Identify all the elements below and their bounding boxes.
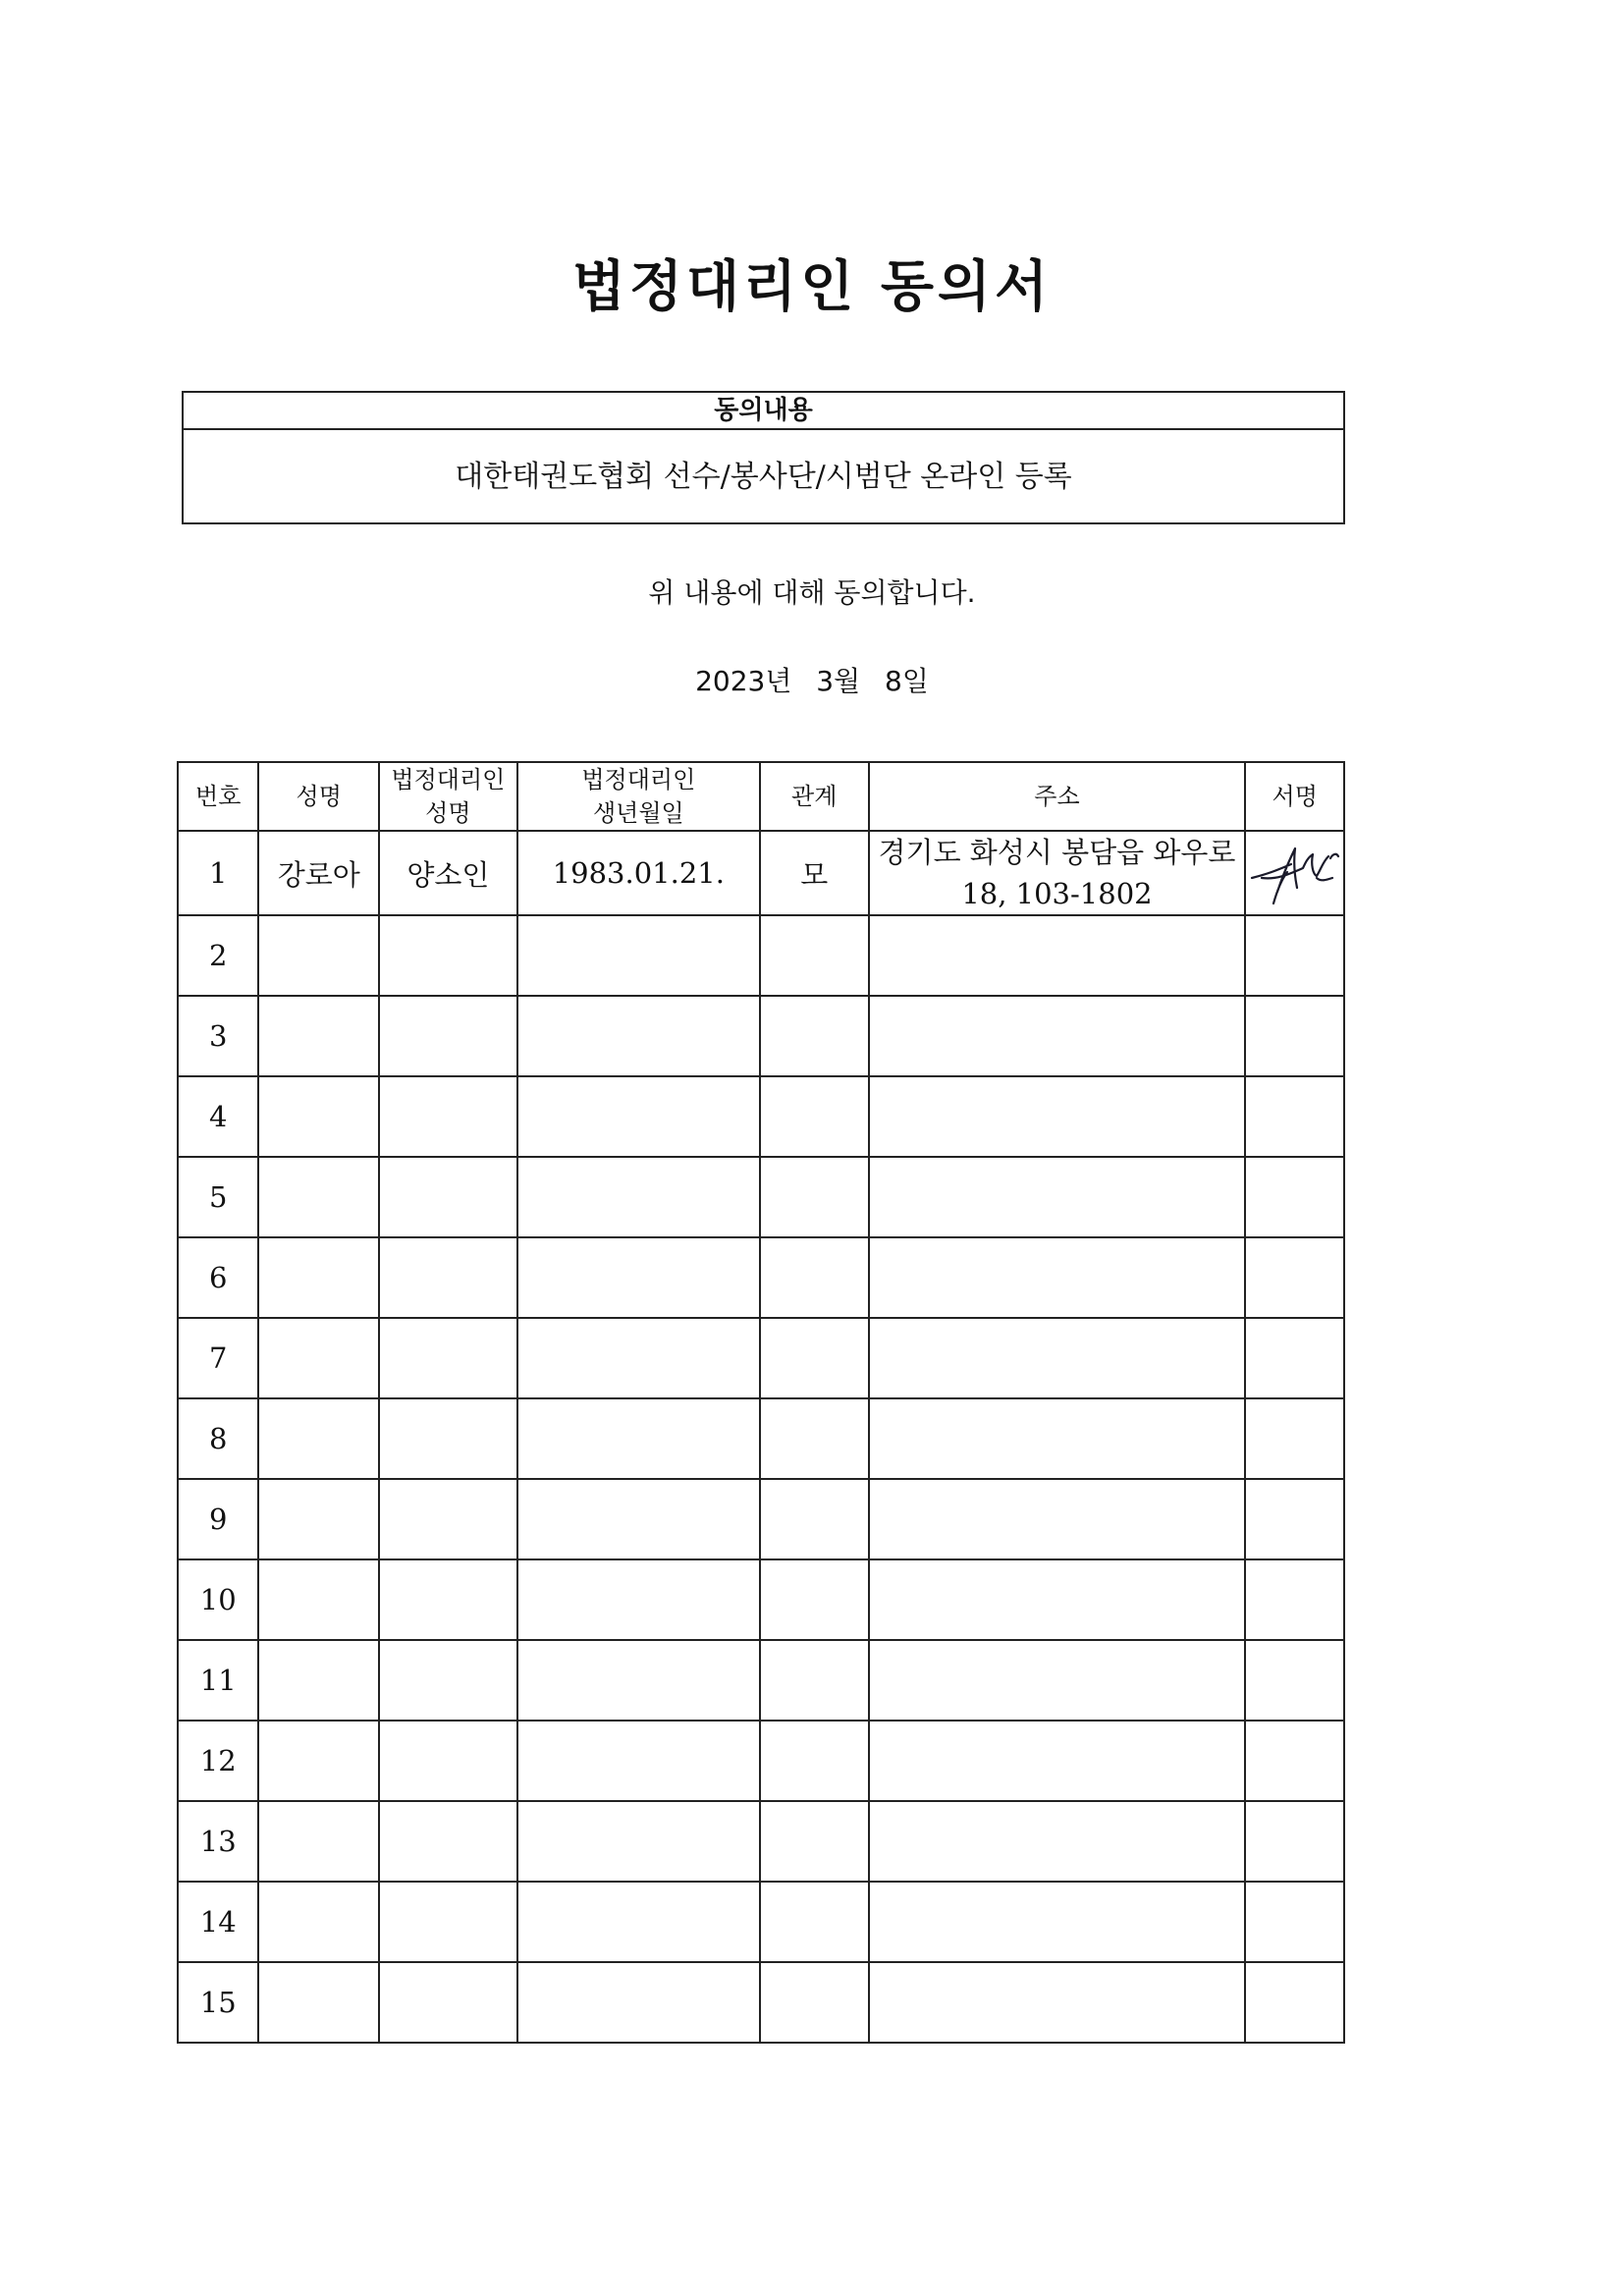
- consent-content-box: [182, 391, 1345, 524]
- row-address: [869, 1479, 1246, 1559]
- row-number: 10: [178, 1559, 258, 1640]
- row-name: [258, 915, 379, 996]
- header-address: 주소: [869, 762, 1246, 831]
- row-guardian-birthdate: [517, 1318, 760, 1398]
- row-name: [258, 1962, 379, 2043]
- row-guardian-name: [379, 1157, 517, 1237]
- table-row: [178, 1318, 1344, 1398]
- row-number: 14: [178, 1882, 258, 1962]
- table-row: [178, 996, 1344, 1076]
- row-signature: [1245, 996, 1344, 1076]
- document-title: 법정대리인 동의서: [571, 255, 1053, 319]
- row-address: [869, 996, 1246, 1076]
- row-address: [869, 1157, 1246, 1237]
- row-number: 4: [178, 1076, 258, 1157]
- header-name: 성명: [258, 762, 379, 831]
- row-address: 경기도 화성시 봉담읍 와우로18, 103-1802: [869, 831, 1246, 915]
- row-relation: [760, 1479, 869, 1559]
- consent-content-body: 대한태권도협회 선수/봉사단/시범단 온라인 등록: [455, 460, 1072, 494]
- row-relation: [760, 996, 869, 1076]
- row-number: 13: [178, 1801, 258, 1882]
- row-name: [258, 1318, 379, 1398]
- row-relation: [760, 1559, 869, 1640]
- row-guardian-name: [379, 1640, 517, 1721]
- header-signature: 서명: [1245, 762, 1344, 831]
- row-name: [258, 1882, 379, 1962]
- row-number: 12: [178, 1721, 258, 1801]
- document-date: 2023년 3월 8일: [695, 665, 929, 697]
- row-address: [869, 1398, 1246, 1479]
- row-guardian-birthdate: [517, 1479, 760, 1559]
- row-signature: [1245, 1882, 1344, 1962]
- row-address: [869, 1801, 1246, 1882]
- row-name: [258, 1479, 379, 1559]
- row-guardian-birthdate: [517, 915, 760, 996]
- header-guardian-birthdate: 법정대리인 생년월일: [517, 762, 760, 831]
- row-address: [869, 1640, 1246, 1721]
- row-name: [258, 1640, 379, 1721]
- row-signature: [1245, 1398, 1344, 1479]
- table-row: [178, 1237, 1344, 1318]
- header-guardian-name: 법정대리인 성명: [379, 762, 517, 831]
- header-relation: 관계: [760, 762, 869, 831]
- row-number: 1: [178, 831, 258, 915]
- row-signature: [1245, 1801, 1344, 1882]
- row-address: [869, 1076, 1246, 1157]
- row-guardian-name: [379, 1237, 517, 1318]
- row-address: [869, 1559, 1246, 1640]
- row-number: 3: [178, 996, 258, 1076]
- row-address: [869, 1237, 1246, 1318]
- row-signature: [1245, 831, 1344, 915]
- row-relation: [760, 1237, 869, 1318]
- row-relation: [760, 1721, 869, 1801]
- row-number: 5: [178, 1157, 258, 1237]
- table-row: [178, 1076, 1344, 1157]
- row-name: [258, 996, 379, 1076]
- row-guardian-name: [379, 1721, 517, 1801]
- row-relation: [760, 915, 869, 996]
- row-signature: [1245, 1237, 1344, 1318]
- row-signature: [1245, 1157, 1344, 1237]
- row-guardian-birthdate: [517, 996, 760, 1076]
- row-signature: [1245, 1559, 1344, 1640]
- table-row: [178, 1559, 1344, 1640]
- row-guardian-birthdate: [517, 1559, 760, 1640]
- header-number: 번호: [178, 762, 258, 831]
- row-guardian-name: [379, 996, 517, 1076]
- row-guardian-name: [379, 1076, 517, 1157]
- row-relation: [760, 1962, 869, 2043]
- row-relation: [760, 1157, 869, 1237]
- row-signature: [1245, 1962, 1344, 2043]
- row-guardian-birthdate: [517, 1962, 760, 2043]
- table-row: [178, 1721, 1344, 1801]
- row-guardian-name: 양소인: [379, 831, 517, 915]
- row-guardian-name: [379, 1559, 517, 1640]
- row-guardian-name: [379, 915, 517, 996]
- row-guardian-birthdate: [517, 1721, 760, 1801]
- row-address: [869, 1962, 1246, 2043]
- row-name: [258, 1721, 379, 1801]
- row-signature: [1245, 915, 1344, 996]
- row-number: 7: [178, 1318, 258, 1398]
- row-signature: [1245, 1076, 1344, 1157]
- row-guardian-name: [379, 1801, 517, 1882]
- consent-content-header: 동의내용: [184, 393, 1343, 430]
- row-guardian-birthdate: 1983.01.21.: [517, 831, 760, 915]
- row-guardian-birthdate: [517, 1398, 760, 1479]
- table-row: [178, 1479, 1344, 1559]
- row-guardian-birthdate: [517, 1157, 760, 1237]
- row-guardian-birthdate: [517, 1640, 760, 1721]
- row-number: 9: [178, 1479, 258, 1559]
- row-name: [258, 1398, 379, 1479]
- row-guardian-name: [379, 1962, 517, 2043]
- row-name: [258, 1157, 379, 1237]
- table-row: [178, 1157, 1344, 1237]
- row-name: [258, 1559, 379, 1640]
- row-number: 11: [178, 1640, 258, 1721]
- table-row: [178, 831, 1344, 915]
- row-guardian-birthdate: [517, 1882, 760, 1962]
- table-row: [178, 915, 1344, 996]
- table-row: [178, 1801, 1344, 1882]
- row-guardian-name: [379, 1479, 517, 1559]
- table-row: [178, 1398, 1344, 1479]
- row-address: [869, 915, 1246, 996]
- signature-mark: [1248, 835, 1342, 911]
- row-guardian-birthdate: [517, 1237, 760, 1318]
- row-number: 8: [178, 1398, 258, 1479]
- row-name: [258, 1801, 379, 1882]
- row-relation: [760, 1318, 869, 1398]
- row-signature: [1245, 1318, 1344, 1398]
- row-name: 강로아: [258, 831, 379, 915]
- row-guardian-name: [379, 1882, 517, 1962]
- row-guardian-birthdate: [517, 1076, 760, 1157]
- row-relation: 모: [760, 831, 869, 915]
- row-signature: [1245, 1721, 1344, 1801]
- row-number: 15: [178, 1962, 258, 2043]
- guardian-table: [177, 761, 1345, 2044]
- row-number: 6: [178, 1237, 258, 1318]
- row-address: [869, 1721, 1246, 1801]
- row-guardian-name: [379, 1318, 517, 1398]
- row-relation: [760, 1640, 869, 1721]
- table-row: [178, 1882, 1344, 1962]
- row-guardian-name: [379, 1398, 517, 1479]
- row-relation: [760, 1801, 869, 1882]
- agreement-statement: 위 내용에 대해 동의합니다.: [648, 576, 976, 609]
- table-row: [178, 1640, 1344, 1721]
- row-signature: [1245, 1479, 1344, 1559]
- table-row: [178, 1962, 1344, 2043]
- row-relation: [760, 1882, 869, 1962]
- table-header-row: [178, 762, 1344, 831]
- row-guardian-birthdate: [517, 1801, 760, 1882]
- row-address: [869, 1318, 1246, 1398]
- row-signature: [1245, 1640, 1344, 1721]
- row-number: 2: [178, 915, 258, 996]
- row-relation: [760, 1398, 869, 1479]
- row-relation: [760, 1076, 869, 1157]
- row-address: [869, 1882, 1246, 1962]
- row-name: [258, 1237, 379, 1318]
- row-name: [258, 1076, 379, 1157]
